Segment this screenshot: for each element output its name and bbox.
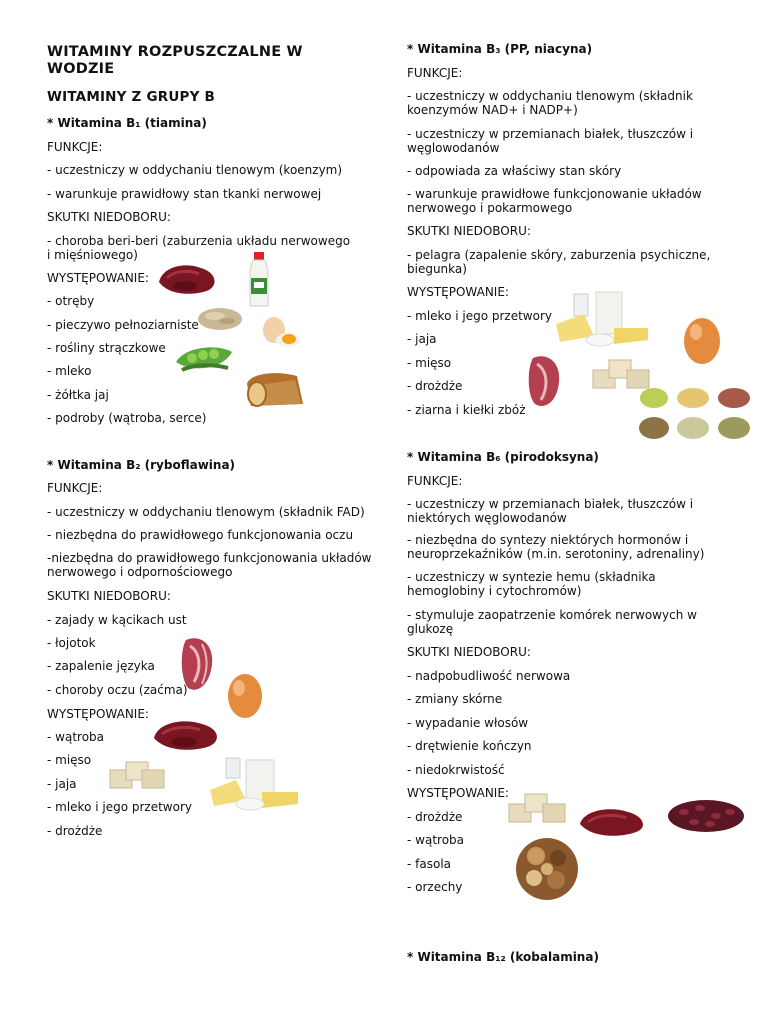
yeast-image: [507, 790, 569, 826]
b6-deficiency-item: - zmiany skórne: [407, 692, 503, 706]
b6-occurrence-item: - orzechy: [407, 880, 463, 894]
b6-deficiency-label: SKUTKI NIEDOBORU:: [407, 645, 531, 659]
b1-heading: * Witamina B₁ (tiamina): [47, 116, 207, 130]
b2-occurrence-label: WYSTĘPOWANIE:: [47, 707, 149, 721]
nuts-image: [514, 836, 580, 902]
b3-function-item: - warunkuje prawidłowe funkcjonowanie układów nerwowego i pokarmowego: [407, 187, 702, 215]
b6-function-item: - uczestniczy w przemianach białek, tłuszczów i niektórych węglowodanów: [407, 497, 694, 525]
liver-image: [150, 716, 224, 754]
b3-deficiency-item: - pelagra (zapalenie skóry, zaburzenia psychiczne, biegunka): [407, 248, 711, 276]
b6-function-item: - niezbędna do syntezy niektórych hormonów i neuroprzekaźników (m.in. serotoniny, adrenaliny): [407, 533, 705, 561]
b1-occurrence-item: - pieczywo pełnoziarniste: [47, 318, 199, 332]
page-title: WITAMINY ROZPUSZCZALNE W WODZIE: [47, 44, 303, 77]
b6-function-item: - stymuluje zaopatrzenie komórek nerwowych w glukozę: [407, 608, 697, 636]
b2-function-item: - uczestniczy w oddychaniu tlenowym (składnik FAD): [47, 505, 365, 519]
b6-deficiency-item: - wypadanie włosów: [407, 716, 529, 730]
b2-deficiency-item: - choroby oczu (zaćma): [47, 683, 188, 697]
dairy-image: [552, 290, 652, 348]
b3-function-item: - uczestniczy w przemianach białek, tłuszczów i węglowodanów: [407, 127, 694, 155]
egg-image: [225, 672, 265, 720]
b3-occurrence-label: WYSTĘPOWANIE:: [407, 285, 509, 299]
bread-image: [245, 370, 307, 410]
b1-occurrence-item: - otręby: [47, 294, 95, 308]
meat-image: [527, 352, 563, 412]
b6-function-item: - uczestniczy w syntezie hemu (składnika hemoglobiny i cytochromów): [407, 570, 656, 598]
b3-occurrence-item: - ziarna i kiełki zbóż: [407, 403, 526, 417]
liver-image: [155, 260, 220, 298]
b1-functions-label: FUNKCJE:: [47, 140, 103, 154]
b2-function-item: - niezbędna do prawidłowego funkcjonowania oczu: [47, 528, 354, 542]
b6-occurrence-item: - wątroba: [407, 833, 464, 847]
b6-functions-label: FUNKCJE:: [407, 474, 463, 488]
group-heading: WITAMINY Z GRUPY B: [47, 89, 215, 105]
b2-heading: * Witamina B₂ (ryboflawina): [47, 458, 236, 472]
b2-function-item: -niezbędna do prawidłowego funkcjonowania układów nerwowego i odpornościowego: [47, 551, 372, 579]
b6-occurrence-item: - drożdże: [407, 810, 463, 824]
b3-occurrence-item: - mięso: [407, 356, 452, 370]
b1-function-item: - uczestniczy w oddychaniu tlenowym (koenzym): [47, 163, 343, 177]
b6-occurrence-label: WYSTĘPOWANIE:: [407, 786, 509, 800]
b2-occurrence-item: - jaja: [47, 777, 77, 791]
b2-occurrence-item: - wątroba: [47, 730, 104, 744]
b12-heading: * Witamina B₁₂ (kobalamina): [407, 950, 599, 964]
beans-image: [664, 796, 748, 836]
liver-image: [576, 804, 650, 840]
b3-function-item: - uczestniczy w oddychaniu tlenowym (składnik koenzymów NAD+ i NADP+): [407, 89, 693, 117]
b6-occurrence-item: - fasola: [407, 857, 452, 871]
b3-heading: * Witamina B₃ (PP, niacyna): [407, 42, 593, 56]
b3-deficiency-label: SKUTKI NIEDOBORU:: [407, 224, 531, 238]
b3-occurrence-item: - mleko i jego przetwory: [407, 309, 552, 323]
yeast-image: [108, 758, 168, 792]
peas-image: [174, 342, 236, 376]
egg-image: [682, 316, 722, 366]
b3-occurrence-item: - drożdże: [407, 379, 463, 393]
b3-functions-label: FUNKCJE:: [407, 66, 463, 80]
b2-occurrence-item: - drożdże: [47, 824, 103, 838]
b3-function-item: - odpowiada za właściwy stan skóry: [407, 164, 622, 178]
b2-deficiency-item: - łojotok: [47, 636, 96, 650]
dairy-image: [206, 756, 302, 812]
bran-image: [197, 305, 243, 331]
b2-functions-label: FUNKCJE:: [47, 481, 103, 495]
b2-deficiency-label: SKUTKI NIEDOBORU:: [47, 589, 171, 603]
b2-occurrence-item: - mleko i jego przetwory: [47, 800, 192, 814]
b6-deficiency-item: - nadpobudliwość nerwowa: [407, 669, 571, 683]
b3-occurrence-item: - jaja: [407, 332, 437, 346]
b1-function-item: - warunkuje prawidłowy stan tkanki nerwowej: [47, 187, 322, 201]
egg-yolk-image: [260, 316, 302, 348]
b1-occurrence-item: - mleko: [47, 364, 92, 378]
b1-occurrence-item: - żółtka jaj: [47, 388, 109, 402]
grains-image: [638, 386, 752, 442]
b2-deficiency-item: - zapalenie języka: [47, 659, 155, 673]
b1-deficiency-item: - choroba beri-beri (zaburzenia układu nerwowego i mięśniowego): [47, 234, 351, 262]
milk-bottle-image: [246, 250, 272, 310]
b2-occurrence-item: - mięso: [47, 753, 92, 767]
b6-deficiency-item: - drętwienie kończyn: [407, 739, 532, 753]
b1-occurrence-item: - rośliny strączkowe: [47, 341, 166, 355]
b1-occurrence-label: WYSTĘPOWANIE:: [47, 271, 149, 285]
b1-deficiency-label: SKUTKI NIEDOBORU:: [47, 210, 171, 224]
meat-image: [180, 634, 216, 696]
b1-occurrence-item: - podroby (wątroba, serce): [47, 411, 207, 425]
b2-deficiency-item: - zajady w kącikach ust: [47, 613, 187, 627]
b6-heading: * Witamina B₆ (pirodoksyna): [407, 450, 599, 464]
b6-deficiency-item: - niedokrwistość: [407, 763, 505, 777]
